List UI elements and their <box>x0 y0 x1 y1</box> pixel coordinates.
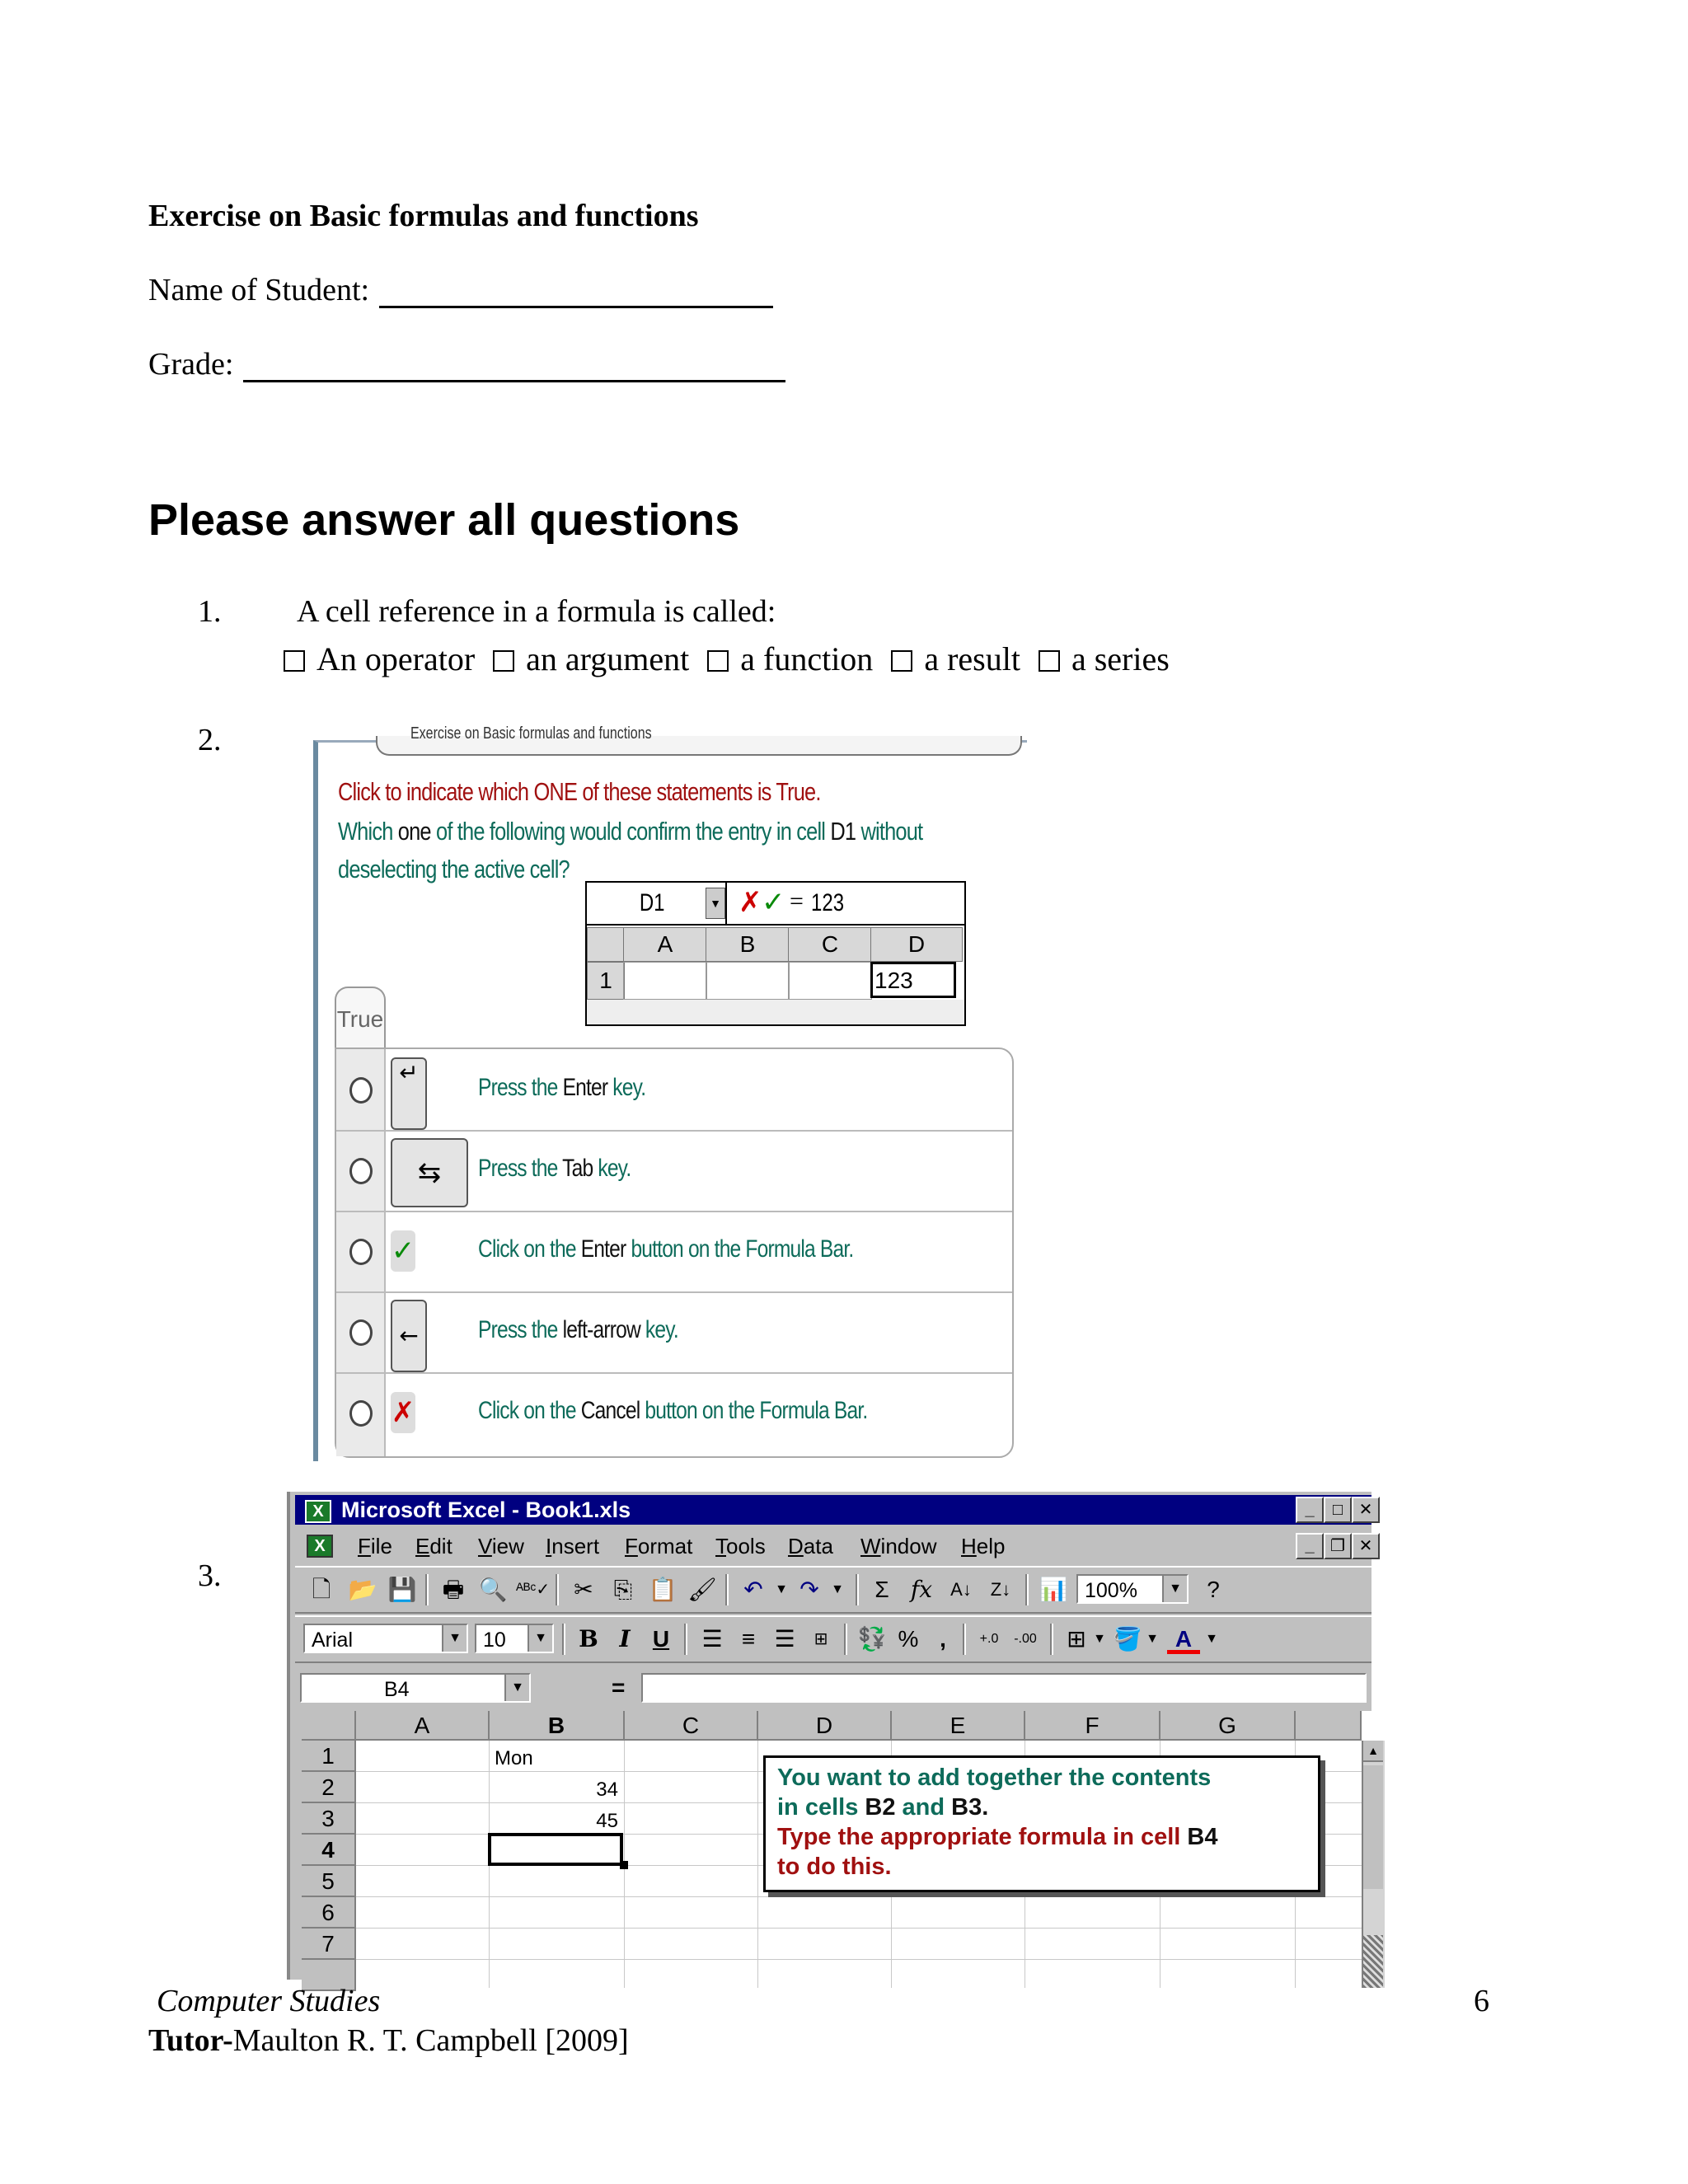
doc-minimize-button[interactable]: _ <box>1296 1533 1324 1559</box>
font-color-icon[interactable]: A <box>1167 1624 1200 1654</box>
save-icon[interactable]: 💾 <box>387 1577 417 1602</box>
maximize-button[interactable]: □ <box>1324 1497 1352 1523</box>
decrease-decimal-icon[interactable]: -.00 <box>1014 1632 1037 1646</box>
align-right-icon[interactable]: ☰ <box>774 1626 795 1652</box>
mini-name-box: D1 ▼ <box>587 883 727 926</box>
column-header-g[interactable]: G <box>1160 1711 1296 1741</box>
question-1-options <box>284 640 1170 678</box>
print-preview-icon[interactable]: 🔍 <box>478 1577 508 1602</box>
redo-dropdown-icon[interactable]: ▼ <box>831 1582 844 1596</box>
chevron-down-icon: ▼ <box>442 1625 467 1652</box>
print-icon[interactable]: 🖶 <box>442 1577 465 1602</box>
font-size-select[interactable]: 10 ▼ <box>475 1624 554 1653</box>
font-name-select[interactable]: Arial ▼ <box>303 1624 468 1653</box>
mini-formula-value: 123 <box>811 889 845 916</box>
document-title: Exercise on Basic formulas and functions <box>148 199 699 233</box>
italic-button[interactable]: I <box>619 1625 631 1652</box>
student-name-label: Name of Student: <box>148 273 370 307</box>
quiz-question-line-2: deselecting the active cell? <box>338 855 570 883</box>
tab-key-icon: ⇆ <box>391 1138 468 1207</box>
autosum-icon[interactable]: Σ <box>874 1577 889 1602</box>
redo-icon[interactable]: ↷ <box>799 1577 819 1602</box>
chevron-down-icon: ▼ <box>528 1625 552 1652</box>
mini-col-header: C <box>788 927 872 962</box>
row-header-6[interactable]: 6 <box>302 1897 356 1929</box>
fill-dropdown-icon[interactable]: ▼ <box>1146 1632 1159 1646</box>
name-box[interactable]: B4 ▼ <box>300 1673 531 1703</box>
radio-button[interactable] <box>349 1239 373 1265</box>
choice-row-enter-key[interactable]: ↵ Press the Enter key. <box>336 1049 1012 1132</box>
enter-key-icon: ↵ <box>391 1057 427 1130</box>
standard-toolbar <box>295 1566 1372 1614</box>
menu-bar <box>295 1528 1372 1564</box>
scroll-thumb[interactable] <box>1363 1765 1383 1889</box>
menu-help[interactable]: Help <box>961 1534 1006 1558</box>
copy-icon[interactable]: ⎘ <box>613 1577 633 1602</box>
instruction-callout: You want to add together the contents in cells B2 and B3. Type the appropriate formula in cell B4 to do this. <box>763 1755 1320 1892</box>
grade-label: Grade: <box>148 347 234 382</box>
formula-input[interactable] <box>641 1673 1367 1703</box>
borders-dropdown-icon[interactable]: ▼ <box>1093 1632 1106 1646</box>
q1-option[interactable]: An operator <box>284 640 475 678</box>
close-button[interactable]: ✕ <box>1352 1497 1380 1523</box>
enter-check-icon[interactable]: ✓ <box>762 886 785 919</box>
sort-ascending-icon[interactable]: A↓ <box>950 1579 972 1600</box>
student-name-row <box>148 272 773 308</box>
question-3-number: 3. <box>198 1558 222 1593</box>
dropdown-arrow-icon[interactable]: ▼ <box>706 888 725 919</box>
quiz-question-line-1: Which one of the following would confirm the entry in cell D1 without <box>338 817 923 846</box>
menu-view[interactable]: View <box>478 1534 524 1558</box>
quiz-panel-header: Exercise on Basic formulas and functions <box>376 736 1022 756</box>
cancel-x-icon[interactable]: ✗ <box>738 886 762 919</box>
checkbox-icon[interactable] <box>891 650 912 672</box>
percent-icon[interactable]: % <box>898 1626 919 1652</box>
mini-row-header: 1 <box>587 962 625 1000</box>
help-icon[interactable]: ? <box>1207 1577 1220 1602</box>
quiz-instruction: Click to indicate which ONE of these statements is True. <box>338 777 821 806</box>
choice-list <box>335 1047 1014 1458</box>
excel-title-bar <box>295 1495 1372 1525</box>
cut-icon[interactable]: ✂ <box>574 1577 593 1602</box>
choice-row-left-arrow[interactable]: ← Press the left-arrow key. <box>336 1291 1012 1374</box>
merge-center-icon[interactable]: ⊞ <box>814 1630 828 1648</box>
radio-button[interactable] <box>349 1319 373 1346</box>
column-header-d[interactable]: D <box>758 1711 892 1741</box>
mini-col-header: D <box>870 927 963 962</box>
column-header-e[interactable]: E <box>892 1711 1025 1741</box>
q1-option[interactable]: a result <box>891 640 1020 678</box>
comma-icon[interactable]: , <box>940 1626 946 1652</box>
undo-icon[interactable]: ↶ <box>743 1577 763 1602</box>
choice-row-enter-button[interactable]: ✓ Click on the Enter button on the Formula Bar. <box>336 1211 1012 1293</box>
column-header-f[interactable]: F <box>1025 1711 1160 1741</box>
menu-insert[interactable]: Insert <box>546 1534 600 1558</box>
question-2-number: 2. <box>198 723 222 757</box>
spelling-icon[interactable]: ᴬᴮᶜ✓ <box>516 1581 551 1599</box>
menu-file[interactable]: File <box>358 1534 392 1558</box>
cell-b2[interactable]: 34 <box>596 1779 618 1801</box>
cell-b1[interactable]: Mon <box>495 1747 533 1769</box>
window-title: Microsoft Excel - Book1.xls <box>341 1497 631 1522</box>
checkbox-icon[interactable] <box>493 650 514 672</box>
font-color-dropdown-icon[interactable]: ▼ <box>1205 1632 1218 1646</box>
footer-subject: Computer Studies <box>157 1984 381 2018</box>
column-header-a[interactable]: A <box>356 1711 490 1741</box>
checkbox-icon[interactable] <box>284 650 305 672</box>
align-left-icon[interactable]: ☰ <box>701 1626 723 1652</box>
doc-restore-button[interactable]: ❐ <box>1324 1533 1352 1559</box>
fill-handle[interactable] <box>620 1861 628 1869</box>
workbook-icon[interactable]: X <box>307 1535 333 1558</box>
cell-b3[interactable]: 45 <box>596 1810 618 1832</box>
question-1-text: A cell reference in a formula is called: <box>297 594 776 629</box>
chevron-down-icon: ▼ <box>504 1675 529 1701</box>
chevron-down-icon: ▼ <box>1162 1576 1187 1602</box>
checkbox-icon[interactable] <box>707 650 729 672</box>
tutor-label: Tutor- <box>148 2023 233 2058</box>
open-icon[interactable]: 📂 <box>348 1577 377 1602</box>
mini-col-header: B <box>706 927 790 962</box>
grade-blank[interactable] <box>243 350 785 382</box>
align-center-icon[interactable]: ≡ <box>741 1626 756 1652</box>
borders-icon[interactable]: ⊞ <box>1067 1626 1086 1652</box>
row-header-7[interactable]: 7 <box>302 1929 356 1960</box>
bold-button[interactable]: B <box>579 1625 598 1652</box>
row-header-5[interactable]: 5 <box>302 1866 356 1897</box>
mini-corner <box>587 927 625 962</box>
column-header-c[interactable]: C <box>625 1711 758 1741</box>
radio-button[interactable] <box>349 1400 373 1427</box>
excel-app-icon: X <box>305 1500 331 1523</box>
tutor-name: Maulton R. T. Campbell [2009] <box>232 2023 629 2058</box>
section-heading: Please answer all questions <box>148 495 740 545</box>
question-1-number: 1. <box>198 594 222 629</box>
left-arrow-key-icon: ← <box>391 1300 427 1372</box>
footer-tutor <box>148 2022 629 2059</box>
choice-row-tab-key[interactable]: ⇆ Press the Tab key. <box>336 1130 1012 1212</box>
sort-descending-icon[interactable]: Z↓ <box>990 1579 1011 1600</box>
new-icon[interactable]: 🗋 <box>312 1577 331 1602</box>
excel-window <box>287 1492 1379 1980</box>
currency-icon[interactable]: 💱 <box>857 1626 887 1652</box>
row-header-3[interactable]: 3 <box>302 1803 356 1835</box>
formatting-toolbar <box>295 1615 1372 1663</box>
page-number: 6 <box>1474 1984 1489 2018</box>
cancel-x-icon: ✗ <box>391 1392 415 1433</box>
menu-tools[interactable]: Tools <box>715 1534 766 1558</box>
doc-close-button[interactable]: ✕ <box>1352 1533 1380 1559</box>
row-header-2[interactable]: 2 <box>302 1772 356 1803</box>
mini-col-header: A <box>623 927 707 962</box>
mini-active-cell[interactable]: 123 <box>870 962 956 998</box>
radio-button[interactable] <box>349 1158 373 1184</box>
worksheet-grid <box>302 1711 1379 1980</box>
menu-data[interactable]: Data <box>788 1534 833 1558</box>
menu-window[interactable]: Window <box>860 1534 937 1558</box>
select-all-corner[interactable] <box>302 1711 356 1741</box>
row-header-1[interactable]: 1 <box>302 1741 356 1772</box>
fill-color-icon[interactable]: 🪣 <box>1113 1626 1142 1652</box>
scroll-up-icon[interactable]: ▲ <box>1363 1741 1383 1762</box>
column-header-b[interactable]: B <box>490 1711 625 1741</box>
equals-sign: = <box>790 888 804 915</box>
formula-equals: = <box>612 1675 626 1700</box>
formula-bar <box>295 1670 1372 1708</box>
quiz-panel <box>313 724 1027 1461</box>
choice-row-cancel-button[interactable]: ✗ Click on the Cancel button on the Formula Bar. <box>336 1372 1012 1453</box>
grade-row <box>148 346 785 382</box>
radio-button[interactable] <box>349 1077 373 1104</box>
menu-edit[interactable]: Edit <box>415 1534 452 1558</box>
paste-icon[interactable]: 📋 <box>648 1577 678 1602</box>
true-column-label: True <box>335 987 386 1051</box>
cell-b4-active[interactable] <box>488 1833 623 1866</box>
vertical-scrollbar[interactable] <box>1362 1741 1385 1988</box>
function-icon[interactable]: fx <box>910 1576 933 1603</box>
zoom-select[interactable]: 100% ▼ <box>1076 1574 1189 1604</box>
q1-option[interactable]: a function <box>707 640 873 678</box>
row-header-4[interactable]: 4 <box>302 1835 356 1866</box>
menu-format[interactable]: Format <box>625 1534 693 1558</box>
underline-button[interactable]: U <box>652 1626 670 1652</box>
student-name-blank[interactable] <box>379 276 773 308</box>
q1-option[interactable]: an argument <box>493 640 689 678</box>
undo-dropdown-icon[interactable]: ▼ <box>775 1582 788 1596</box>
answer-choices <box>335 987 1043 1456</box>
q1-option[interactable]: a series <box>1039 640 1170 678</box>
format-painter-icon[interactable]: 🖌 <box>687 1577 717 1602</box>
increase-decimal-icon[interactable]: +.0 <box>979 1632 999 1646</box>
chart-wizard-icon[interactable]: 📊 <box>1039 1577 1068 1602</box>
checkbox-icon[interactable] <box>1039 650 1060 672</box>
enter-check-icon: ✓ <box>391 1230 415 1272</box>
minimize-button[interactable]: _ <box>1296 1497 1324 1523</box>
